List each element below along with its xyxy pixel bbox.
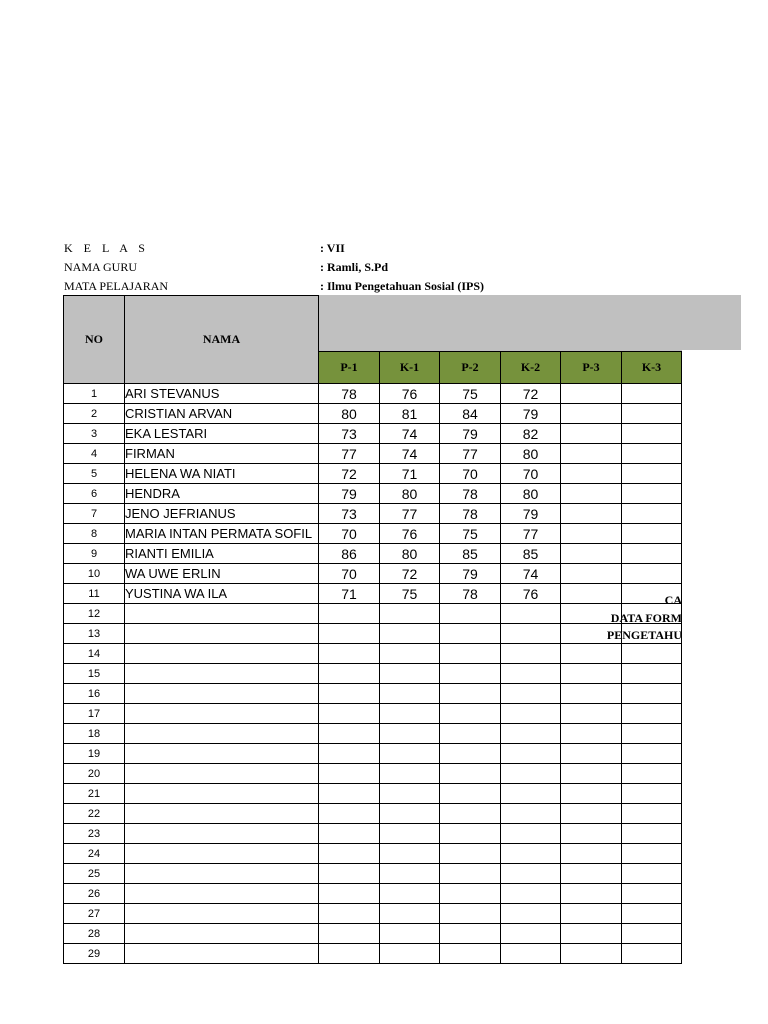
score-cell xyxy=(622,864,682,884)
score-cell: 79 xyxy=(501,404,561,424)
score-cell xyxy=(501,924,561,944)
score-cell xyxy=(319,684,380,704)
student-name: ARI STEVANUS xyxy=(125,384,319,404)
score-header-k-2: K-2 xyxy=(501,352,561,384)
table-row xyxy=(64,944,682,964)
table-row xyxy=(64,424,682,444)
score-cell xyxy=(622,404,682,424)
mapel-value: : Ilmu Pengetahuan Sosial (IPS) xyxy=(320,279,485,293)
score-cell: 80 xyxy=(501,444,561,464)
table-row xyxy=(64,684,682,704)
score-cell xyxy=(440,844,501,864)
score-cell xyxy=(622,564,682,584)
student-name xyxy=(125,884,319,904)
table-row xyxy=(64,544,682,564)
score-cell: 73 xyxy=(319,424,380,444)
score-cell xyxy=(440,604,501,624)
score-cell: 71 xyxy=(319,584,380,604)
score-cell xyxy=(380,864,440,884)
score-cell xyxy=(380,944,440,964)
score-cell: 78 xyxy=(440,484,501,504)
score-cell xyxy=(319,644,380,664)
score-cell xyxy=(561,704,622,724)
score-cell xyxy=(380,924,440,944)
table-row xyxy=(64,824,682,844)
score-cell: 75 xyxy=(440,524,501,544)
score-cell xyxy=(319,664,380,684)
score-cell: 79 xyxy=(319,484,380,504)
student-name xyxy=(125,724,319,744)
score-cell: 85 xyxy=(440,544,501,564)
score-cell xyxy=(319,784,380,804)
score-cell xyxy=(501,944,561,964)
row-number: 26 xyxy=(64,884,125,904)
row-number: 14 xyxy=(64,644,125,664)
score-cell xyxy=(501,604,561,624)
grade-table xyxy=(63,295,682,964)
row-number: 10 xyxy=(64,564,125,584)
score-cell: 76 xyxy=(380,384,440,404)
banner-line-3: PENGETAHU xyxy=(606,628,682,642)
score-cell xyxy=(380,664,440,684)
score-cell xyxy=(622,664,682,684)
score-cell xyxy=(561,644,622,664)
score-cell xyxy=(622,424,682,444)
score-cell xyxy=(319,744,380,764)
score-cell: 76 xyxy=(380,524,440,544)
score-cell xyxy=(440,904,501,924)
kelas-value: : VII xyxy=(320,241,345,255)
score-cell xyxy=(440,764,501,784)
student-name xyxy=(125,644,319,664)
score-cell: 85 xyxy=(501,544,561,564)
score-cell xyxy=(561,864,622,884)
score-cell xyxy=(561,744,622,764)
score-cell xyxy=(561,884,622,904)
score-cell xyxy=(380,784,440,804)
score-cell xyxy=(561,484,622,504)
kelas-label: K E L A S xyxy=(64,241,149,255)
score-cell xyxy=(622,884,682,904)
score-cell xyxy=(501,864,561,884)
row-number: 24 xyxy=(64,844,125,864)
score-cell: 74 xyxy=(501,564,561,584)
score-cell xyxy=(380,624,440,644)
row-number: 22 xyxy=(64,804,125,824)
row-number: 9 xyxy=(64,544,125,564)
score-cell xyxy=(561,564,622,584)
student-name: EKA LESTARI xyxy=(125,424,319,444)
score-cell: 79 xyxy=(440,424,501,444)
table-row xyxy=(64,784,682,804)
header-no: NO xyxy=(64,296,125,384)
score-cell xyxy=(501,724,561,744)
row-number: 15 xyxy=(64,664,125,684)
score-cell xyxy=(622,484,682,504)
score-cell xyxy=(622,904,682,924)
score-cell xyxy=(622,524,682,544)
score-header-p-3: P-3 xyxy=(561,352,622,384)
score-cell xyxy=(501,764,561,784)
score-cell xyxy=(380,804,440,824)
score-cell xyxy=(501,744,561,764)
table-row xyxy=(64,844,682,864)
table-row xyxy=(64,524,682,544)
student-name xyxy=(125,944,319,964)
score-cell xyxy=(622,784,682,804)
table-row xyxy=(64,624,682,644)
score-cell xyxy=(319,844,380,864)
student-name: RIANTI EMILIA xyxy=(125,544,319,564)
score-cell: 71 xyxy=(380,464,440,484)
row-number: 19 xyxy=(64,744,125,764)
table-row xyxy=(64,584,682,604)
row-number: 3 xyxy=(64,424,125,444)
score-cell xyxy=(561,684,622,704)
table-row xyxy=(64,604,682,624)
score-cell: 81 xyxy=(380,404,440,424)
score-cell xyxy=(561,944,622,964)
score-cell xyxy=(380,744,440,764)
student-name: FIRMAN xyxy=(125,444,319,464)
score-cell xyxy=(622,944,682,964)
score-cell xyxy=(319,924,380,944)
score-cell xyxy=(622,444,682,464)
banner-line-1: CA xyxy=(664,593,682,607)
score-cell xyxy=(561,584,622,604)
score-cell xyxy=(501,664,561,684)
student-name xyxy=(125,844,319,864)
score-cell xyxy=(319,824,380,844)
student-name xyxy=(125,924,319,944)
row-number: 13 xyxy=(64,624,125,644)
row-number: 17 xyxy=(64,704,125,724)
score-cell xyxy=(622,504,682,524)
score-cell xyxy=(380,764,440,784)
score-cell xyxy=(440,624,501,644)
score-cell xyxy=(622,684,682,704)
score-cell xyxy=(501,904,561,924)
mapel-label: MATA PELAJARAN xyxy=(64,279,169,293)
row-number: 8 xyxy=(64,524,125,544)
score-cell: 74 xyxy=(380,424,440,444)
row-number: 1 xyxy=(64,384,125,404)
score-cell: 80 xyxy=(501,484,561,504)
table-row xyxy=(64,644,682,664)
score-cell xyxy=(380,704,440,724)
score-cell xyxy=(561,384,622,404)
table-row xyxy=(64,744,682,764)
score-header-p-1: P-1 xyxy=(319,352,380,384)
score-cell xyxy=(319,864,380,884)
row-number: 2 xyxy=(64,404,125,424)
score-cell xyxy=(561,764,622,784)
score-cell: 77 xyxy=(319,444,380,464)
student-name: HENDRA xyxy=(125,484,319,504)
score-cell: 73 xyxy=(319,504,380,524)
score-cell xyxy=(440,784,501,804)
score-cell xyxy=(561,924,622,944)
score-cell xyxy=(440,704,501,724)
student-name xyxy=(125,764,319,784)
score-cell: 70 xyxy=(319,564,380,584)
score-cell: 72 xyxy=(380,564,440,584)
student-name xyxy=(125,824,319,844)
score-cell xyxy=(501,704,561,724)
score-cell: 79 xyxy=(501,504,561,524)
score-cell xyxy=(561,464,622,484)
score-cell xyxy=(440,644,501,664)
score-cell xyxy=(380,884,440,904)
score-cell xyxy=(622,724,682,744)
student-name xyxy=(125,624,319,644)
row-number: 21 xyxy=(64,784,125,804)
student-name xyxy=(125,804,319,824)
score-cell: 78 xyxy=(440,504,501,524)
score-cell xyxy=(561,844,622,864)
row-number: 28 xyxy=(64,924,125,944)
table-row xyxy=(64,384,682,404)
student-name: YUSTINA WA ILA xyxy=(125,584,319,604)
score-cell: 75 xyxy=(380,584,440,604)
score-cell xyxy=(501,784,561,804)
score-cell xyxy=(380,824,440,844)
row-number: 23 xyxy=(64,824,125,844)
table-row xyxy=(64,924,682,944)
score-cell xyxy=(319,944,380,964)
score-cell xyxy=(622,824,682,844)
score-cell xyxy=(319,604,380,624)
guru-label: NAMA GURU xyxy=(64,260,138,274)
score-cell: 80 xyxy=(380,484,440,504)
score-cell xyxy=(380,644,440,664)
grade-table-body xyxy=(64,384,682,964)
row-number: 4 xyxy=(64,444,125,464)
score-cell: 84 xyxy=(440,404,501,424)
score-cell xyxy=(561,424,622,444)
score-cell: 80 xyxy=(380,544,440,564)
score-header-k-3: K-3 xyxy=(622,352,682,384)
score-cell xyxy=(561,524,622,544)
student-name xyxy=(125,784,319,804)
table-row xyxy=(64,864,682,884)
table-row xyxy=(64,664,682,684)
score-cell xyxy=(380,604,440,624)
score-cell xyxy=(622,704,682,724)
score-cell xyxy=(440,884,501,904)
score-cell xyxy=(440,944,501,964)
score-cell xyxy=(380,904,440,924)
score-cell xyxy=(622,764,682,784)
student-name xyxy=(125,704,319,724)
score-cell xyxy=(622,804,682,824)
table-row xyxy=(64,504,682,524)
student-name xyxy=(125,684,319,704)
table-row xyxy=(64,904,682,924)
score-cell xyxy=(622,844,682,864)
score-cell: 82 xyxy=(501,424,561,444)
score-cell xyxy=(501,624,561,644)
score-cell: 77 xyxy=(380,504,440,524)
score-cell xyxy=(501,844,561,864)
table-row xyxy=(64,404,682,424)
score-cell: 77 xyxy=(501,524,561,544)
score-cell xyxy=(561,804,622,824)
score-cell: 80 xyxy=(319,404,380,424)
table-row xyxy=(64,804,682,824)
row-number: 7 xyxy=(64,504,125,524)
score-cell: 78 xyxy=(440,584,501,604)
row-number: 18 xyxy=(64,724,125,744)
row-number: 27 xyxy=(64,904,125,924)
score-cell xyxy=(319,804,380,824)
banner-line-2: DATA FORM xyxy=(610,611,682,625)
student-name: HELENA WA NIATI xyxy=(125,464,319,484)
score-cell xyxy=(561,404,622,424)
score-header-k-1: K-1 xyxy=(380,352,440,384)
score-cell: 75 xyxy=(440,384,501,404)
header-nama: NAMA xyxy=(125,296,319,384)
table-row xyxy=(64,484,682,504)
score-cell: 77 xyxy=(440,444,501,464)
row-number: 25 xyxy=(64,864,125,884)
score-cell xyxy=(501,824,561,844)
score-cell: 70 xyxy=(440,464,501,484)
score-cell xyxy=(440,864,501,884)
score-cell xyxy=(319,704,380,724)
row-number: 11 xyxy=(64,584,125,604)
student-name xyxy=(125,744,319,764)
row-number: 29 xyxy=(64,944,125,964)
table-row xyxy=(64,444,682,464)
score-cell xyxy=(440,804,501,824)
row-number: 16 xyxy=(64,684,125,704)
table-row xyxy=(64,724,682,744)
student-name xyxy=(125,604,319,624)
student-name: JENO JEFRIANUS xyxy=(125,504,319,524)
score-cell: 86 xyxy=(319,544,380,564)
score-cell xyxy=(622,744,682,764)
score-cell xyxy=(440,744,501,764)
student-name: CRISTIAN ARVAN xyxy=(125,404,319,424)
table-row xyxy=(64,564,682,584)
score-cell: 79 xyxy=(440,564,501,584)
score-cell xyxy=(561,824,622,844)
score-cell xyxy=(440,684,501,704)
table-row xyxy=(64,704,682,724)
score-cell xyxy=(380,844,440,864)
table-row xyxy=(64,764,682,784)
score-cell: 78 xyxy=(319,384,380,404)
score-cell xyxy=(561,724,622,744)
score-cell xyxy=(561,544,622,564)
row-number: 5 xyxy=(64,464,125,484)
score-cell xyxy=(319,764,380,784)
score-cell xyxy=(440,824,501,844)
score-cell: 76 xyxy=(501,584,561,604)
score-cell xyxy=(622,544,682,564)
score-cell xyxy=(561,664,622,684)
score-cell xyxy=(440,724,501,744)
score-cell xyxy=(501,884,561,904)
score-header-p-2: P-2 xyxy=(440,352,501,384)
score-cell xyxy=(622,384,682,404)
row-number: 20 xyxy=(64,764,125,784)
score-cell xyxy=(501,644,561,664)
score-cell xyxy=(561,784,622,804)
score-cell: 70 xyxy=(319,524,380,544)
score-cell xyxy=(561,444,622,464)
score-cell xyxy=(319,904,380,924)
score-cell xyxy=(622,644,682,664)
guru-value: : Ramli, S.Pd xyxy=(320,260,389,274)
score-cell: 70 xyxy=(501,464,561,484)
row-number: 6 xyxy=(64,484,125,504)
score-cell: 74 xyxy=(380,444,440,464)
score-cell: 72 xyxy=(319,464,380,484)
score-cell xyxy=(440,664,501,684)
score-cell: 72 xyxy=(501,384,561,404)
score-cell xyxy=(440,924,501,944)
table-row xyxy=(64,464,682,484)
score-cell xyxy=(561,904,622,924)
score-cell xyxy=(319,624,380,644)
student-name xyxy=(125,864,319,884)
score-cell xyxy=(501,804,561,824)
score-cell xyxy=(380,724,440,744)
score-cell xyxy=(622,464,682,484)
score-cell xyxy=(561,504,622,524)
table-row xyxy=(64,884,682,904)
score-cell xyxy=(319,724,380,744)
row-number: 12 xyxy=(64,604,125,624)
score-cell xyxy=(622,924,682,944)
score-cell xyxy=(501,684,561,704)
student-name: MARIA INTAN PERMATA SOFIL xyxy=(125,524,319,544)
score-cell xyxy=(319,884,380,904)
student-name: WA UWE ERLIN xyxy=(125,564,319,584)
student-name xyxy=(125,664,319,684)
score-cell xyxy=(380,684,440,704)
student-name xyxy=(125,904,319,924)
